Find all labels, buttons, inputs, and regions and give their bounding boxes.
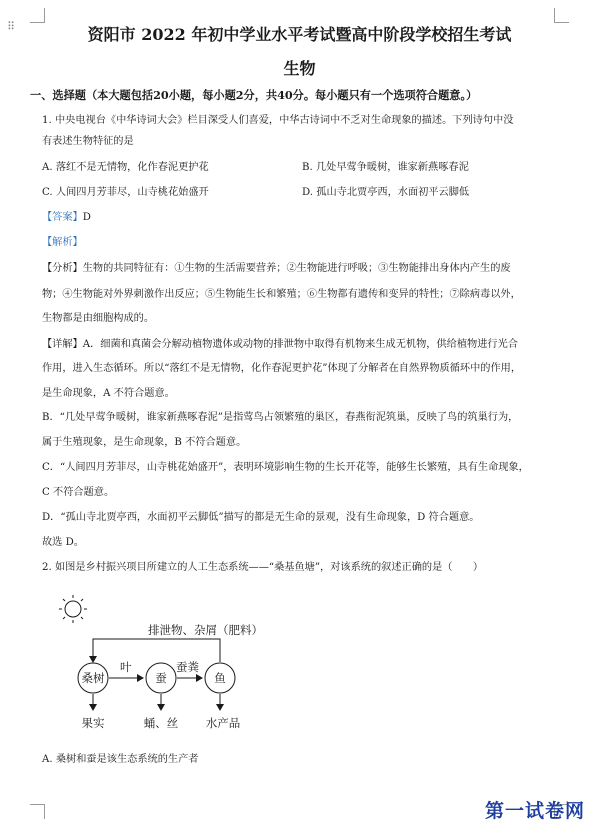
q1-option-d: D. 孤山寺北贾亭西，水面初平云脚低 (302, 187, 470, 198)
q1-option-a: A. 落红不是无情物，化作春泥更护花 (42, 162, 209, 173)
q2-option-a: A. 桑树和蚕是该生态系统的生产者 (42, 754, 199, 765)
q1-option-c: C. 人间四月芳菲尽，山寺桃花始盛开 (42, 187, 209, 198)
crop-mark-top-left (30, 8, 45, 23)
watermark-logo: 第一试卷网 (484, 800, 585, 822)
analysis-line: 是生命现象，A 不符合题意。 (42, 388, 175, 399)
analysis-line: B．“几处早莺争暖树，谁家新燕啄春泥”是指莺鸟占领繁殖的巢区，春燕衔泥筑巢，反映了鸟的筑巢行为， (42, 412, 519, 423)
node-silkworm-label: 蚕 (155, 671, 167, 685)
crop-mark-top-right (554, 8, 569, 23)
q1-stem-line-2: 有表述生物特征的是 (42, 136, 134, 147)
analysis-line: 作用，进入生态循环。所以“落红不是无情物，化作春泥更护花”体现了分解者在自然界物质循环中的作用， (42, 363, 522, 374)
crop-mark-bottom-left (30, 804, 45, 819)
analysis-line: 【分析】生物的共同特征有：①生物的生活需要营养；②生物能进行呼吸；③生物能排出身体内产生的废 (42, 263, 511, 274)
q1-stem-line-1: 1. 中央电视台《中华诗词大会》栏目深受人们喜爱，中华古诗词中不乏对生命现象的描述。下列诗句中没 (42, 115, 514, 126)
q1-answer (42, 211, 91, 225)
analysis-line: C．“人间四月芳菲尽，山寺桃花始盛开”，表明环境影响生物的生长开花等，能够生长繁殖，具有生命现象， (42, 462, 529, 473)
mulberry-fish-pond-diagram (55, 592, 305, 742)
answer-value: D (82, 212, 91, 223)
fruit-label: 果实 (81, 716, 105, 730)
fertilizer-label: 排泄物、杂屑（肥料） (148, 623, 263, 637)
subject-title: 生物 (283, 59, 316, 78)
leaf-label: 叶 (120, 660, 132, 674)
sun-icon (59, 595, 87, 623)
analysis-line: 【详解】A．细菌和真菌会分解动植物遗体或动物的排泄物中取得有机物来生成无机物，供给植物进行光合 (42, 339, 518, 350)
analysis-line: 物；④生物能对外界刺激作出反应；⑤生物能生长和繁殖；⑥生物都有遗传和变异的特性；⑦除病毒以外， (42, 289, 521, 300)
analysis-line: C 不符合题意。 (42, 487, 115, 498)
q1-option-b: B. 几处早莺争暖树，谁家新燕啄春泥 (302, 162, 469, 173)
q2-stem: 2. 如图是乡村振兴项目所建立的人工生态系统——“桑基鱼塘”，对该系统的叙述正确的是（ ） (42, 562, 484, 573)
analysis-line: 生物都是由细胞构成的。 (42, 313, 155, 324)
analysis-line: D．“孤山寺北贾亭西，水面初平云脚低”描写的都是无生命的景观，没有生命现象，D 符合题意。 (42, 512, 480, 523)
node-mulberry-label: 桑树 (81, 671, 105, 685)
analysis-tag: 【解析】 (42, 237, 83, 248)
silk-label: 蛹、丝 (143, 716, 179, 730)
answer-tag: 【答案】 (42, 212, 83, 223)
section-heading: 一、选择题（本大题包括20小题，每小题2分，共40分。每小题只有一个选项符合题意。） (30, 88, 478, 102)
exam-title: 资阳市 2022 年初中学业水平考试暨高中阶段学校招生考试 (87, 25, 512, 44)
analysis-line: 属于生殖现象，是生命现象，B 不符合题意。 (42, 437, 247, 448)
drag-handle-icon[interactable]: ⠿ (7, 20, 17, 33)
node-fish-label: 鱼 (214, 671, 226, 685)
feces-label: 蚕粪 (176, 660, 199, 674)
fertilizer-arrow (93, 639, 220, 662)
analysis-line: 故选 D。 (42, 537, 84, 548)
aquatic-label: 水产品 (205, 716, 241, 730)
